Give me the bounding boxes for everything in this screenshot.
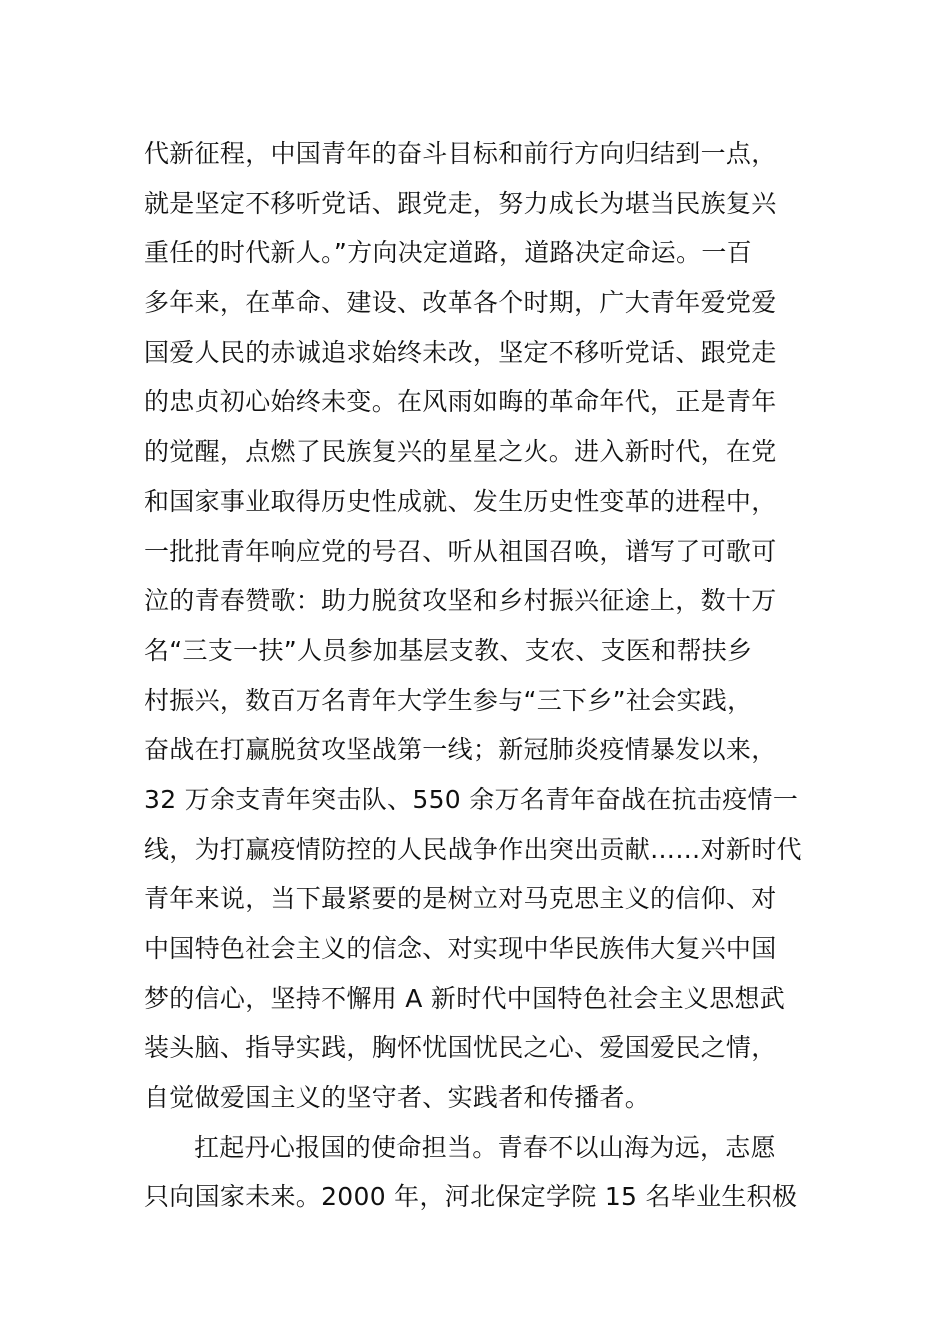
text-line: 自觉做爱国主义的坚守者、实践者和传播者。 [144,1083,651,1113]
text-line: 奋战在打赢脱贫攻坚战第一线；新冠肺炎疫情暴发以来， [144,735,777,765]
text-line: 的觉醒，点燃了民族复兴的星星之火。进入新时代，在党 [144,437,777,467]
text-line: 名“三支一扶”人员参加基层支教、支农、支医和帮扶乡 [144,635,753,665]
text-line: 村振兴，数百万名青年大学生参与“三下乡”社会实践， [144,685,753,715]
text-line: 国爱人民的赤诚追求始终未改，坚定不移听党话、跟党走 [144,337,777,367]
paragraph-1 [144,129,834,1123]
paragraph-2 [144,1123,834,1222]
text-line: 只向国家未来。2000 年，河北保定学院 15 名毕业生积极 [144,1182,798,1212]
text-line: 泣的青春赞歌：助力脱贫攻坚和乡村振兴征途上，数十万 [144,586,777,616]
text-line: 青年来说，当下最紧要的是树立对马克思主义的信仰、对 [144,884,777,914]
text-line: 梦的信心，坚持不懈用 A 新时代中国特色社会主义思想武 [144,983,786,1013]
text-line: 和国家事业取得历史性成就、发生历史性变革的进程中， [144,486,777,516]
text-line: 中国特色社会主义的信念、对实现中华民族伟大复兴中国 [144,934,777,963]
text-line: 就是坚定不移听党话、跟党走，努力成长为堪当民族复兴 [144,188,777,218]
text-line: 多年来，在革命、建设、改革各个时期，广大青年爱党爱 [144,288,777,318]
text-line: 的忠贞初心始终未变。在风雨如晦的革命年代，正是青年 [144,387,777,417]
text-line: 重任的时代新人。”方向决定道路，道路决定命运。一百 [144,238,752,268]
body-text [144,129,834,1222]
text-line: 一批批青年响应党的号召、听从祖国召唤，谱写了可歌可 [144,536,777,566]
text-line: 装头脑、指导实践，胸怀忧国忧民之心、爱国爱民之情， [144,1033,777,1063]
text-line: 线，为打赢疫情防控的人民战争作出突出贡献……对新时代 [144,834,802,864]
text-line: 扛起丹心报国的使命担当。青春不以山海为远，志愿 [194,1132,776,1162]
text-line: 32 万余支青年突击队、550 余万名青年奋战在抗击疫情一 [144,784,799,814]
text-line: 代新征程，中国青年的奋斗目标和前行方向归结到一点， [144,139,777,168]
